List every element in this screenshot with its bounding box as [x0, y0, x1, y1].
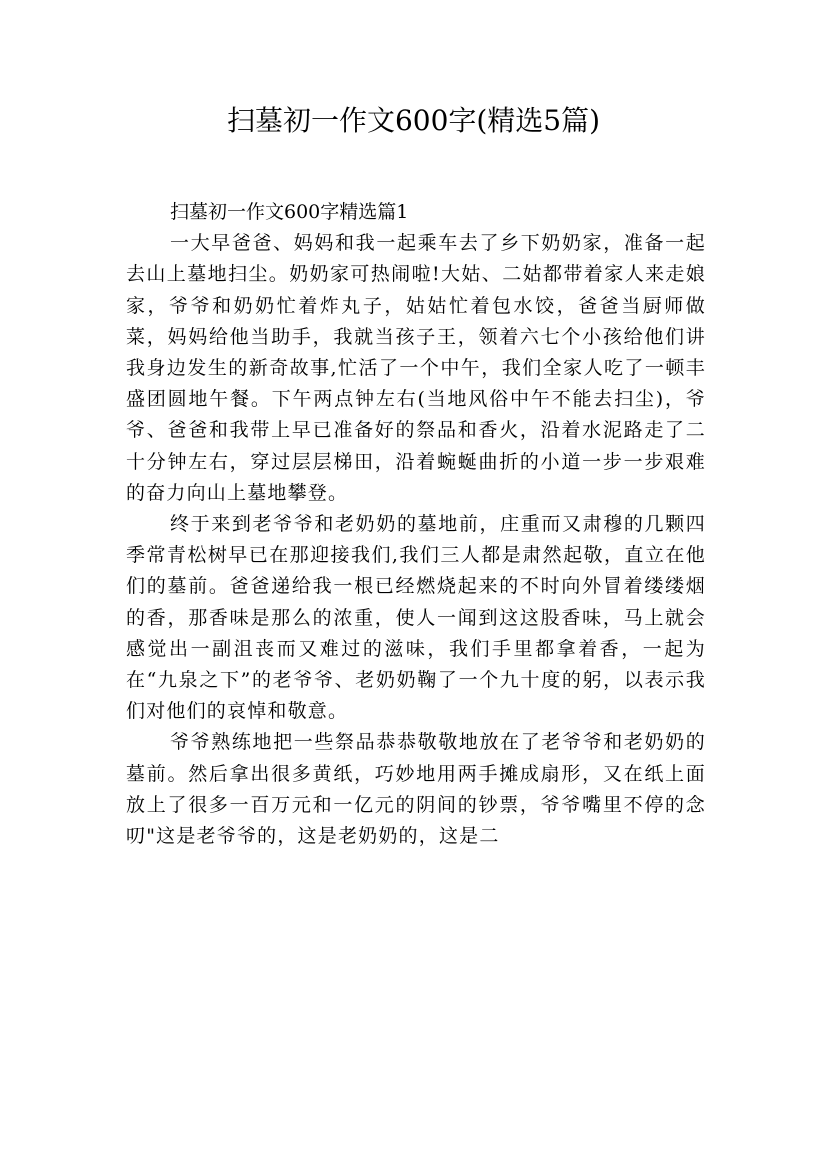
paragraph-1: 一大早爸爸、妈妈和我一起乘车去了乡下奶奶家，准备一起去山上墓地扫尘。奶奶家可热闹啦!大姑、二姑都带着家人来走娘家，爷爷和奶奶忙着炸丸子，姑姑忙着包水饺，爸爸当厨师做菜，妈妈给他当助手，我就当孩子王，领着六七个小孩给他们讲我身边发生的新奇故事,忙活了一个中午，我们全家人吃了一顿丰盛团圆地午餐。下午两点钟左右(当地风俗中午不能去扫尘)，爷爷、爸爸和我带上早已准备好的祭品和香火，沿着水泥路走了二十分钟左右，穿过层层梯田，沿着蜿蜒曲折的小道一步一步艰难的奋力向山上墓地攀登。: [126, 232, 706, 504]
section-heading: 扫墓初一作文600字精选篇1: [170, 201, 409, 223]
document-title: 扫墓初一作文600字(精选5篇): [226, 104, 601, 137]
document-body: [126, 197, 706, 852]
paragraph-3: 爷爷熟练地把一些祭品恭恭敬敬地放在了老爷爷和老奶奶的墓前。然后拿出很多黄纸，巧妙地用两手摊成扇形，又在纸上面放上了很多一百万元和一亿元的阴间的钞票，爷爷嘴里不停的念叨"这是老爷爷的，这是老奶奶的，这是二: [126, 731, 706, 848]
paragraph-2: 终于来到老爷爷和老奶奶的墓地前，庄重而又肃穆的几颗四季常青松树早已在那迎接我们,我们三人都是肃然起敬，直立在他们的墓前。爸爸递给我一根已经燃烧起来的不时向外冒着缕缕烟的香，那香味是那么的浓重，使人一闻到这这股香味，马上就会感觉出一副沮丧而又难过的滋味，我们手里都拿着香，一起为在“九泉之下”的老爷爷、老奶奶鞠了一个九十度的躬，以表示我们对他们的哀悼和敬意。: [126, 513, 706, 723]
